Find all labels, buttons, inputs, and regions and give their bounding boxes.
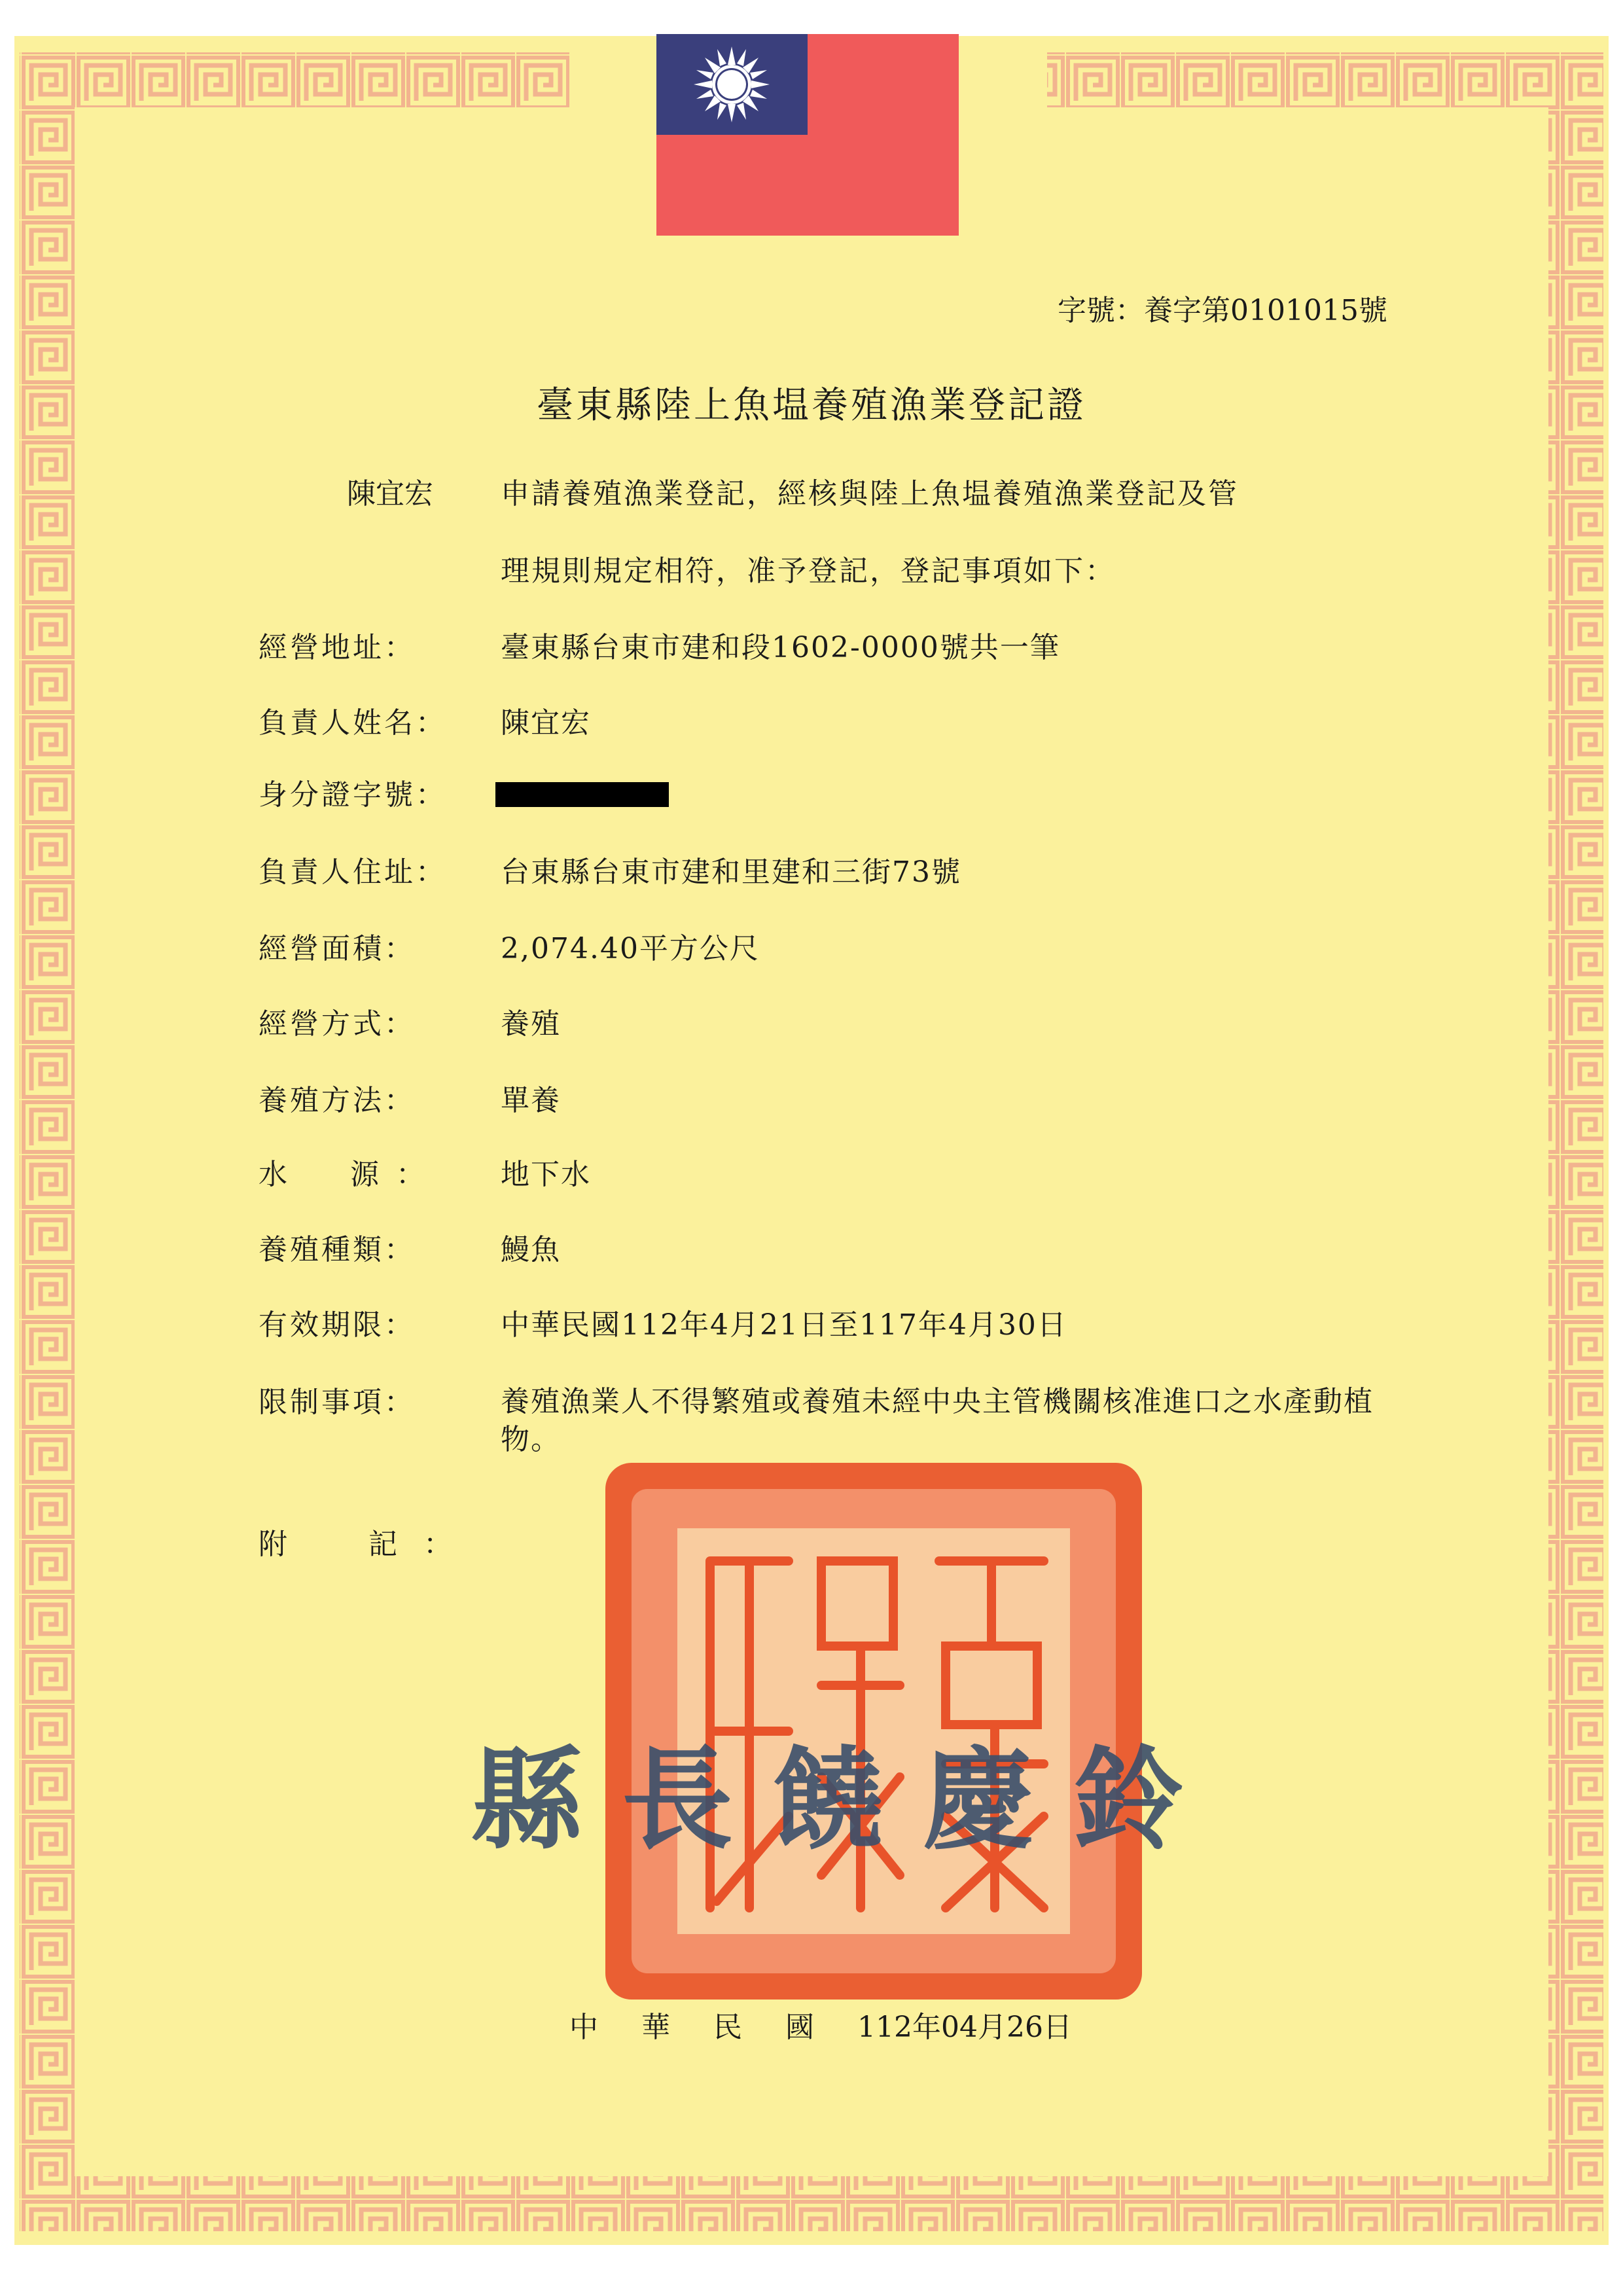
- issue-date-value: 112年04月26日: [857, 2011, 1072, 2044]
- magistrate-signature: 縣長饒慶鈴: [471, 1734, 1224, 1865]
- intro-line-2: 理規則規定相符，准予登記，登記事項如下：: [501, 554, 1116, 588]
- label-business-address: 經營地址：: [259, 631, 416, 664]
- national-flag-icon: [656, 34, 959, 236]
- label-responsible-name: 負責人姓名：: [259, 706, 447, 740]
- issue-date-era-2: 華: [641, 2011, 670, 2044]
- value-responsible-address: 台東縣台東市建和里建和三街73號: [501, 855, 961, 889]
- border-top-left: [20, 52, 569, 107]
- label-validity-period: 有效期限：: [259, 1308, 416, 1342]
- label-culture-method: 養殖方法：: [259, 1084, 416, 1117]
- value-business-address: 臺東縣台東市建和段1602-0000號共一筆: [501, 631, 1060, 664]
- value-validity-period: 中華民國112年4月21日至117年4月30日: [501, 1308, 1067, 1342]
- label-restrictions: 限制事項：: [259, 1386, 416, 1419]
- border-right: [1548, 107, 1603, 2176]
- id-number-redaction: [495, 782, 669, 807]
- value-business-area: 2,074.40平方公尺: [501, 932, 760, 965]
- value-business-method: 養殖: [501, 1007, 561, 1041]
- official-seal-stamp: [592, 1450, 1155, 2013]
- border-bottom: [20, 2176, 1603, 2231]
- applicant-name: 陳宜宏: [347, 477, 433, 511]
- label-culture-species: 養殖種類：: [259, 1233, 416, 1266]
- label-remarks: 附 記：: [259, 1528, 478, 1561]
- label-business-area: 經營面積：: [259, 932, 416, 965]
- label-business-method: 經營方式：: [259, 1007, 416, 1041]
- issue-date-era-1: 中: [569, 2011, 598, 2044]
- value-restrictions: 養殖漁業人不得繁殖或養殖未經中央主管機關核准進口之水產動植物。: [501, 1385, 1374, 1456]
- value-culture-method: 單養: [501, 1084, 561, 1117]
- intro-line-1: 申請養殖漁業登記，經核與陸上魚塭養殖漁業登記及管: [501, 477, 1239, 511]
- issue-date-era-4: 國: [785, 2011, 814, 2044]
- border-left: [20, 107, 75, 2176]
- value-culture-species: 鰻魚: [501, 1233, 561, 1266]
- label-responsible-address: 負責人住址：: [259, 855, 447, 889]
- value-water-source: 地下水: [501, 1158, 591, 1191]
- certificate-number: 字號：養字第0101015號: [1058, 294, 1387, 327]
- border-top-right: [1047, 52, 1603, 107]
- page-title: 臺東縣陸上魚塭養殖漁業登記證: [537, 384, 1086, 427]
- value-responsible-name: 陳宜宏: [501, 706, 591, 740]
- label-id-number: 身分證字號：: [259, 778, 447, 812]
- label-water-source: 水 源：: [259, 1158, 442, 1191]
- issue-date: [569, 2008, 1072, 2047]
- issue-date-era-3: 民: [713, 2011, 742, 2044]
